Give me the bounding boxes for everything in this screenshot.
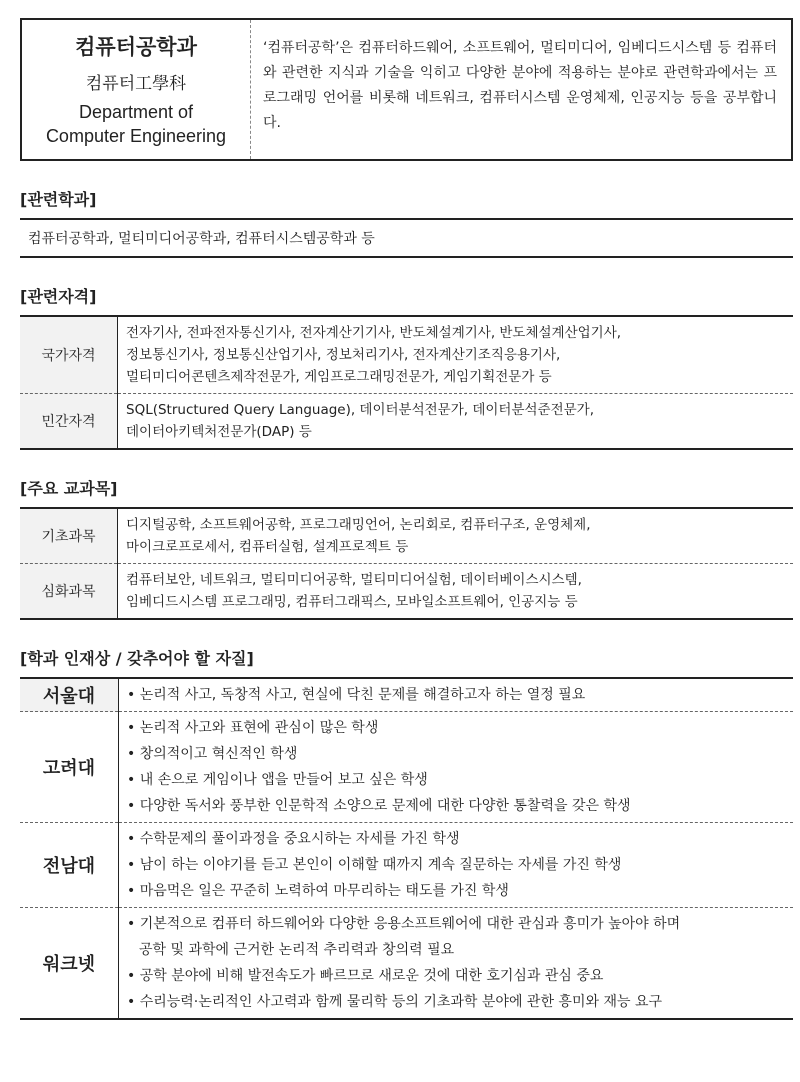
certification-content-national [118, 316, 794, 394]
department-name-korean: 컴퓨터공학과 [75, 35, 197, 59]
list-item: • 공학 분야에 비해 발전속도가 빠르므로 새로운 것에 대한 호기심과 관심 중요 [127, 968, 604, 984]
table-row [20, 316, 793, 394]
talent-table [20, 677, 793, 1020]
department-name-english-2: Computer Engineering [45, 126, 227, 146]
university-korea: 고려대 [20, 712, 119, 823]
list-item: • 내 손으로 게임이나 앱을 만들어 보고 싶은 학생 [127, 772, 428, 788]
department-name-english-1: Department of [78, 102, 194, 122]
list-item: • 수리능력·논리적인 사고력과 함께 물리학 등의 기초과학 분야에 관한 흥미와 재능 요구 [127, 994, 662, 1010]
content-line: 멀티미디어콘텐츠제작전문가, 게임프로그래밍전문가, 게임기획전문가 등 [126, 369, 552, 385]
talent-title: [학과 인재상 / 갖추어야 할 자질] [20, 649, 254, 668]
list-item: • 남이 하는 이야기를 듣고 본인이 이해할 때까지 계속 질문하는 자세를 가진 학생 [127, 857, 622, 873]
list-item: • 마음먹은 일은 꾸준히 노력하여 마무리하는 태도를 가진 학생 [127, 883, 509, 899]
document-page [20, 18, 793, 1020]
content-line: 전자기사, 전파전자통신기사, 전자계산기기사, 반도체설계기사, 반도체설계산업기사, [126, 325, 622, 341]
table-row [20, 564, 793, 620]
table-row [20, 712, 793, 823]
content-line: 임베디드시스템 프로그래밍, 컴퓨터그래픽스, 모바일소프트웨어, 인공지능 등 [126, 594, 578, 610]
related-departments-text: 컴퓨터공학과, 멀티미디어공학과, 컴퓨터시스템공학과 등 [20, 218, 793, 258]
list-item: 공학 및 과학에 근거한 논리적 추리력과 창의력 필요 [139, 942, 455, 958]
subject-label-advanced: 심화과목 [20, 564, 118, 620]
list-item: • 수학문제의 풀이과정을 중요시하는 자세를 가진 학생 [127, 831, 460, 847]
list-item: • 논리적 사고, 독창적 사고, 현실에 닥친 문제를 해결하고자 하는 열정 필요 [127, 687, 586, 703]
table-row [20, 678, 793, 712]
list-item: • 기본적으로 컴퓨터 하드웨어와 다양한 응용소프트웨어에 대한 관심과 흥미가 높아야 하며 [127, 916, 681, 932]
main-subjects-title: [주요 교과목] [20, 479, 118, 498]
related-departments-title: [관련학과] [20, 190, 97, 209]
certification-label-national: 국가자격 [20, 316, 118, 394]
subjects-table [20, 507, 793, 620]
university-worknet: 워크넷 [20, 908, 119, 1020]
talent-points-chonnam [119, 823, 794, 908]
department-name-hanja: 컴퓨터工學科 [85, 74, 187, 94]
content-line: 정보통신기사, 정보통신산업기사, 정보처리기사, 전자계산기조직응용기사, [126, 347, 561, 363]
table-row [20, 823, 793, 908]
content-line: SQL(Structured Query Language), 데이터분석전문가, 데이터분석준전문가, [126, 402, 595, 418]
certifications-table [20, 315, 793, 450]
table-row [20, 508, 793, 564]
table-row [20, 908, 793, 1020]
talent-points-worknet [119, 908, 794, 1020]
list-item: • 다양한 독서와 풍부한 인문학적 소양으로 문제에 대한 다양한 통찰력을 갖은 학생 [127, 798, 631, 814]
content-line: 마이크로프로세서, 컴퓨터실험, 설계프로젝트 등 [126, 539, 409, 555]
talent-points-korea [119, 712, 794, 823]
content-line: 데이터아키텍처전문가(DAP) 등 [126, 424, 312, 440]
certification-label-private: 민간자격 [20, 394, 118, 450]
certification-content-private [118, 394, 794, 450]
list-item: • 창의적이고 혁신적인 학생 [127, 746, 298, 762]
subject-content-basic [118, 508, 794, 564]
list-item: • 논리적 사고와 표현에 관심이 많은 학생 [127, 720, 379, 736]
department-description: ‘컴퓨터공학’은 컴퓨터하드웨어, 소프트웨어, 멀티미디어, 임베디드시스템 등 컴퓨터와 관련한 지식과 기술을 익히고 다양한 분야에 적용하는 분야로 관련학과에서는 프로그래밍 언어를 비롯해 네트워크, 컴퓨터시스템 운영체제, 인공지능 등을 공부합니다. [263, 40, 777, 131]
department-name-panel [22, 20, 251, 159]
content-line: 디지털공학, 소프트웨어공학, 프로그래밍언어, 논리회로, 컴퓨터구조, 운영체제, [126, 517, 591, 533]
university-chonnam: 전남대 [20, 823, 119, 908]
table-row [20, 394, 793, 450]
talent-points-seoul [119, 678, 794, 712]
subject-label-basic: 기초과목 [20, 508, 118, 564]
university-seoul: 서울대 [20, 678, 119, 712]
subject-content-advanced [118, 564, 794, 620]
department-header [20, 18, 793, 161]
related-certifications-title: [관련자격] [20, 287, 97, 306]
content-line: 컴퓨터보안, 네트워크, 멀티미디어공학, 멀티미디어실험, 데이터베이스시스템, [126, 572, 582, 588]
